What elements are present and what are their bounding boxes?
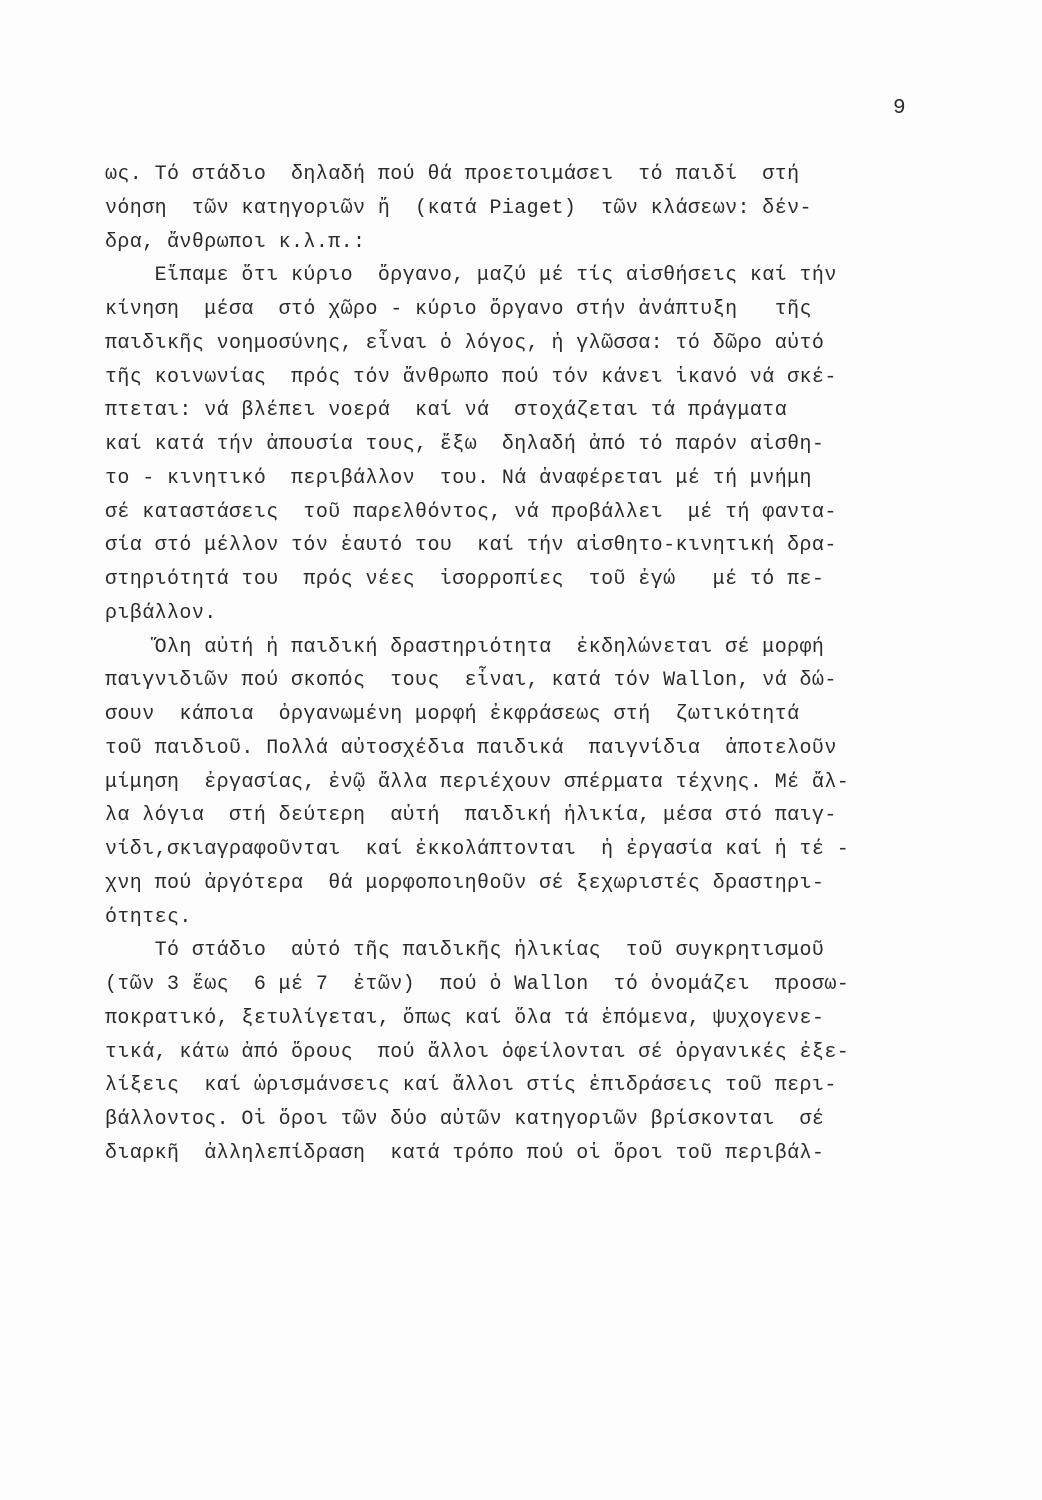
text-line: μίμηση ἐργασίας, ἐνῷ ἄλλα περιέχουν σπέρματα τέχνης. Μέ ἄλ- — [105, 770, 850, 794]
text-line: βάλλοντος. Οἱ ὅροι τῶν δύο αὐτῶν κατηγοριῶν βρίσκονται σέ — [105, 1108, 825, 1131]
text-line: παιδικῆς νοημοσύνης, εἶναι ὁ λόγος, ἡ γλῶσσα: τό δῶρο αὐτό — [105, 331, 825, 355]
text-line: χνη πού ἀργότερα θά μορφοποιηθοῦν σέ ξεχωριστές δραστηρι- — [105, 871, 825, 895]
text-line: (τῶν 3 ἕως 6 μέ 7 ἐτῶν) πού ὁ Wallon τό ὀνομάζει προσω- — [105, 973, 850, 996]
text-line: τοῦ παιδιοῦ. Πολλά αὐτοσχέδια παιδικά παιγνίδια ἀποτελοῦν — [105, 736, 837, 760]
text-line: Ὅλη αὐτή ἡ παιδική δραστηριότητα ἐκδηλώνεται σέ μορφή — [105, 635, 825, 659]
text-line: νίδι,σκιαγραφοῦνται καί ἐκκολάπτονται ἡ ἐργασία καί ἡ τέ - — [105, 838, 850, 861]
text-line: τῆς κοινωνίας πρός τόν ἄνθρωπο πού τόν κάνει ἱκανό νά σκέ- — [105, 365, 837, 389]
text-line: ως. Τό στάδιο δηλαδή πού θά προετοιμάσει τό παιδί στή — [105, 163, 800, 186]
text-line: στηριότητά του πρός νέες ἰσορροπίες τοῦ ἐγώ μέ τό πε- — [105, 568, 825, 591]
text-line: δρα, ἄνθρωποι κ.λ.π.: — [105, 230, 366, 254]
text-line: σουν κάποια ὀργανωμένη μορφή ἐκφράσεως στή ζωτικότητά — [105, 703, 800, 726]
text-line: ποκρατικό, ξετυλίγεται, ὅπως καί ὅλα τά ἑπόμενα, ψυχογενε- — [105, 1006, 825, 1030]
text-line: κίνηση μέσα στό χῶρο - κύριο ὄργανο στήν ἀνάπτυξη τῆς — [105, 298, 812, 321]
text-line: ότητες. — [105, 905, 192, 929]
text-line: καί κατά τήν ἀπουσία τους, ἔξω δηλαδή ἀπό τό παρόν αἰσθη- — [105, 433, 825, 456]
text-line: διαρκῆ ἀλληλεπίδραση κατά τρόπο πού οἱ ὅροι τοῦ περιβάλ- — [105, 1141, 825, 1165]
text-line: πτεται: νά βλέπει νοερά καί νά στοχάζεται τά πράγματα — [105, 399, 788, 423]
text-line: λα λόγια στή δεύτερη αὐτή παιδική ἡλικία, μέσα στό παιγ- — [105, 804, 837, 828]
page-number: 9 — [893, 97, 906, 120]
text-line: λίξεις καί ὡρισμάνσεις καί ἄλλοι στίς ἐπιδράσεις τοῦ περι- — [105, 1074, 837, 1098]
text-line: σέ καταστάσεις τοῦ παρελθόντος, νά προβάλλει μέ τή φαντα- — [105, 500, 837, 524]
body-text — [105, 158, 935, 1171]
text-line: τικά, κάτω ἀπό ὅρους πού ἄλλοι ὀφείλονται σέ ὀργανικές ἐξε- — [105, 1040, 850, 1064]
text-line: Εἴπαμε ὅτι κύριο ὄργανο, μαζύ μέ τίς αἰσθήσεις καί τήν — [105, 264, 837, 288]
text-line: ριβάλλον. — [105, 601, 217, 625]
text-line: νόηση τῶν κατηγοριῶν ἤ (κατά Piaget) τῶν κλάσεων: δέν- — [105, 196, 812, 220]
text-line: Τό στάδιο αὐτό τῆς παιδικῆς ἡλικίας τοῦ συγκρητισμοῦ — [105, 939, 825, 963]
text-line: το - κινητικό περιβάλλον του. Νά ἀναφέρεται μέ τή μνήμη — [105, 466, 812, 490]
text-line: παιγνιδιῶν πού σκοπός τους εἶναι, κατά τόν Wallon, νά δώ- — [105, 669, 837, 693]
text-line: σία στό μέλλον τόν ἑαυτό του καί τήν αἰσθητο-κινητική δρα- — [105, 534, 837, 558]
